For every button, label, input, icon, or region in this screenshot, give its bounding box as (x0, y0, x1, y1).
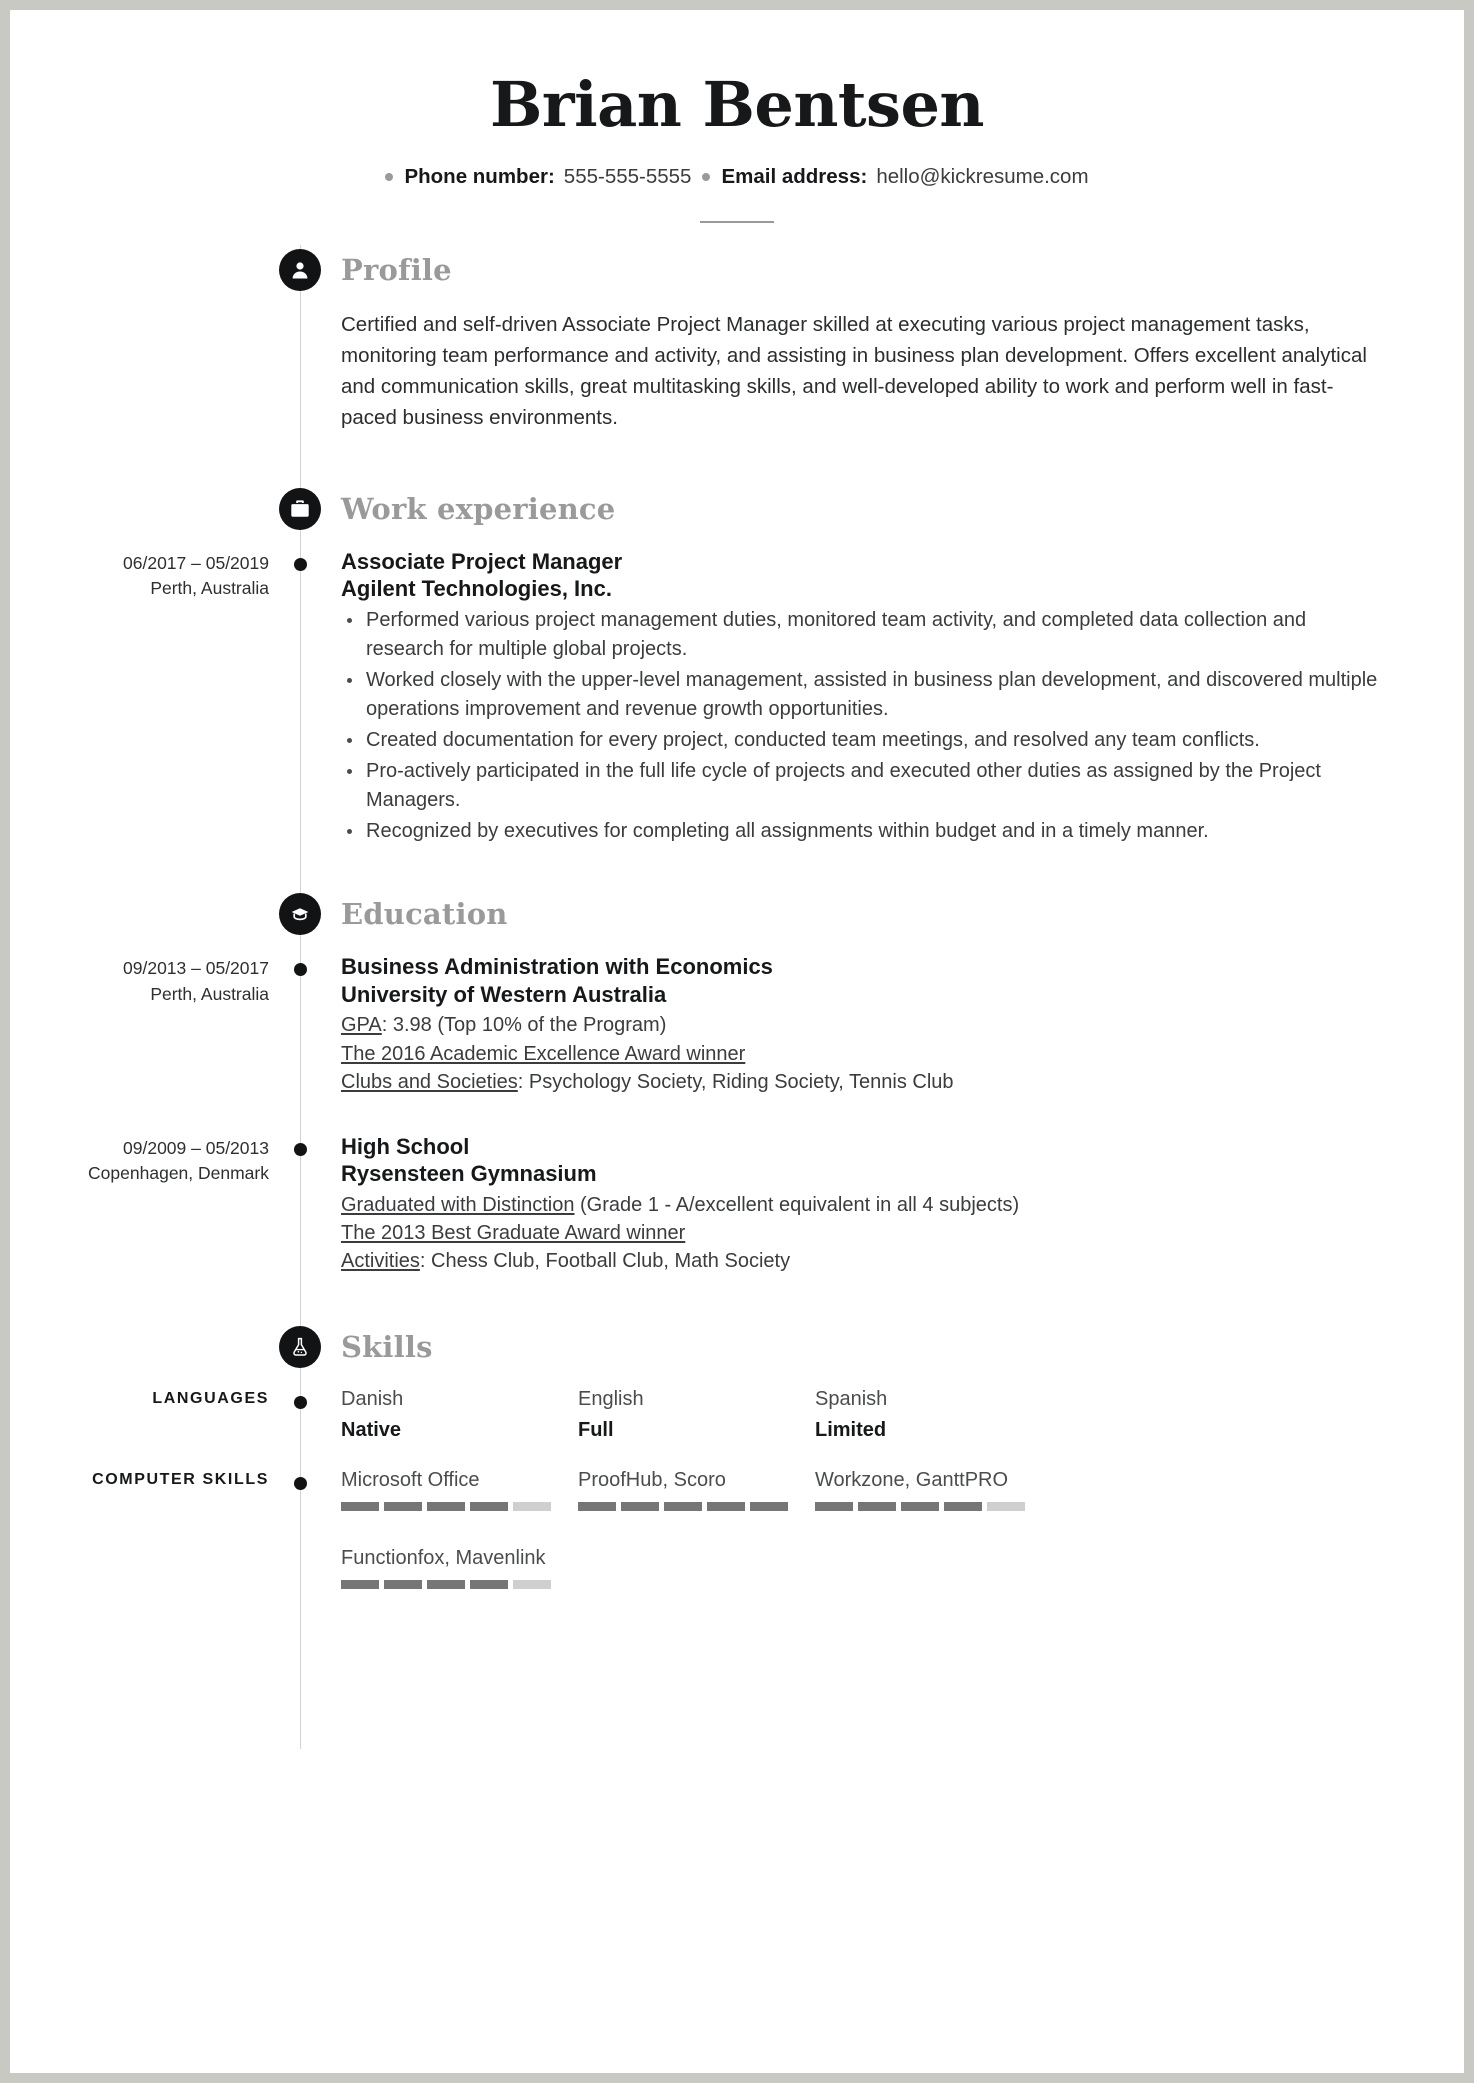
work-bullet-list (341, 606, 1384, 847)
rating-bar-filled (664, 1502, 702, 1511)
skills-computer-row (10, 1467, 1464, 1511)
section-title-work: Work experience (341, 491, 616, 526)
rating-bar-filled (384, 1580, 422, 1589)
list-item: Performed various project management duties, monitored team activity, and completed data collection and research for multiple global projects. (341, 606, 1384, 665)
rating-bar-empty (987, 1502, 1025, 1511)
list-item: Worked closely with the upper-level management, assisted in business plan development, and discovered multiple operations improvement and revenue growth opportunities. (341, 666, 1384, 725)
section-title-profile: Profile (341, 252, 452, 287)
bullet-dot-icon (702, 173, 710, 181)
education-detail-gpa-label: GPA (341, 1014, 382, 1037)
skills-row-spacer (10, 1545, 285, 1589)
education-entry-location: Perth, Australia (150, 983, 269, 1004)
rating-bar-filled (858, 1502, 896, 1511)
skills-computer-columns (341, 1467, 1464, 1511)
rating-bar-empty (513, 1502, 551, 1511)
rating-bar-filled (901, 1502, 939, 1511)
education-entry (10, 953, 1464, 1096)
education-activities-label: Activities (341, 1250, 420, 1273)
rating-bar-filled (427, 1580, 465, 1589)
work-job-title: Associate Project Manager (341, 548, 623, 574)
rating-bar-filled (341, 1502, 379, 1511)
skills-languages-row (10, 1386, 1464, 1443)
education-detail-distinction (341, 1191, 1384, 1219)
education-detail-gpa-value: : 3.98 (Top 10% of the Program) (381, 1014, 667, 1037)
education-detail-clubs (341, 1068, 1384, 1096)
education-degree: High School (341, 1133, 470, 1159)
language-level: Full (578, 1418, 614, 1441)
rating-bar-filled (427, 1502, 465, 1511)
computer-skill-item (341, 1467, 578, 1511)
rating-bar-filled (750, 1502, 788, 1511)
email-value[interactable]: hello@kickresume.com (876, 164, 1089, 188)
rating-bar-filled (944, 1502, 982, 1511)
education-entry-content (341, 953, 1464, 1096)
email-label: Email address: (721, 164, 868, 188)
resume-page (10, 10, 1464, 2073)
work-entry-content (341, 548, 1464, 848)
education-school: University of Western Australia (341, 981, 667, 1007)
header-divider (700, 221, 774, 223)
computer-skill-item (578, 1467, 815, 1511)
language-level: Native (341, 1418, 402, 1441)
education-entry-dates: 09/2013 – 05/2017 (123, 958, 269, 979)
rating-bar-filled (341, 1580, 379, 1589)
skills-computer-columns (341, 1545, 1464, 1589)
education-entry-location: Copenhagen, Denmark (88, 1162, 269, 1183)
rating-bar-filled (815, 1502, 853, 1511)
education-entry-meta (10, 953, 285, 1096)
computer-skill-name: Functionfox, Mavenlink (341, 1546, 546, 1569)
language-item (815, 1386, 1052, 1443)
work-company: Agilent Technologies, Inc. (341, 576, 612, 602)
education-entry-content (341, 1133, 1464, 1276)
rating-bar-filled (470, 1580, 508, 1589)
language-name: English (578, 1387, 644, 1410)
list-item: Created documentation for every project, conducted team meetings, and resolved any team conflicts. (341, 726, 1384, 756)
timeline-dot-icon (294, 963, 307, 976)
computer-skill-name: Workzone, GanttPRO (815, 1468, 1009, 1491)
language-name: Danish (341, 1387, 404, 1410)
section-work-experience (10, 484, 1464, 848)
skill-rating-bars (341, 1502, 578, 1511)
computer-skill-item (341, 1545, 578, 1589)
computer-skill-item (815, 1467, 1052, 1511)
rating-bar-empty (513, 1580, 551, 1589)
list-item: Recognized by executives for completing all assignments within budget and in a timely manner. (341, 817, 1384, 847)
skills-languages-label: LANGUAGES (152, 1389, 269, 1407)
rating-bar-filled (707, 1502, 745, 1511)
education-detail-activities (341, 1247, 1384, 1275)
section-header-work (10, 484, 1464, 540)
phone-label: Phone number: (404, 164, 555, 188)
computer-skill-name: ProofHub, Scoro (578, 1468, 726, 1491)
education-award-text: The 2016 Academic Excellence Award winner (341, 1042, 746, 1065)
section-title-skills: Skills (341, 1329, 433, 1364)
education-distinction-label: Graduated with Distinction (341, 1193, 575, 1216)
section-profile (10, 245, 1464, 434)
work-entry (10, 548, 1464, 848)
page-title: Brian Bentsen (490, 68, 984, 141)
education-detail-gpa (341, 1011, 1384, 1039)
education-award-text: The 2013 Best Graduate Award winner (341, 1221, 686, 1244)
skills-computer-label: COMPUTER SKILLS (92, 1470, 269, 1488)
education-clubs-label: Clubs and Societies (341, 1071, 518, 1094)
work-entry-location: Perth, Australia (150, 577, 269, 598)
education-activities-value: : Chess Club, Football Club, Math Society (419, 1250, 791, 1273)
education-entry-dates: 09/2009 – 05/2013 (123, 1137, 269, 1158)
skill-rating-bars (815, 1502, 1052, 1511)
skill-rating-bars (578, 1502, 815, 1511)
work-entry-dates: 06/2017 – 05/2019 (123, 552, 269, 573)
list-item: Pro-actively participated in the full life cycle of projects and executed other duties as assigned by the Project Managers. (341, 757, 1384, 816)
profile-text: Certified and self-driven Associate Project Manager skilled at executing various project management tasks, monitoring team performance and activity, and assisting in business plan development. Offers excellent analytical and communication skills, great multitasking skills, and well-developed ability to work and perform well in fast-paced business environments. (341, 312, 1367, 430)
education-entry (10, 1133, 1464, 1276)
timeline-dot-icon (294, 1477, 307, 1490)
education-detail-award (341, 1040, 1384, 1068)
resume-body (10, 245, 1464, 1629)
language-name: Spanish (815, 1387, 888, 1410)
section-header-education (10, 889, 1464, 945)
education-clubs-value: : Psychology Society, Riding Society, Tennis Club (517, 1071, 954, 1094)
rating-bar-filled (621, 1502, 659, 1511)
rating-bar-filled (384, 1502, 422, 1511)
language-item (578, 1386, 815, 1443)
timeline-dot-icon (294, 1143, 307, 1156)
flask-icon (279, 1326, 321, 1368)
work-entry-meta (10, 548, 285, 848)
skill-rating-bars (341, 1580, 578, 1589)
education-degree: Business Administration with Economics (341, 954, 773, 980)
contact-line (10, 165, 1464, 189)
skills-computer-row (10, 1545, 1464, 1589)
graduation-cap-icon (279, 893, 321, 935)
computer-skill-name: Microsoft Office (341, 1468, 480, 1491)
skills-languages-columns (341, 1386, 1464, 1443)
section-title-education: Education (341, 897, 508, 932)
education-detail-award (341, 1219, 1384, 1247)
language-level: Limited (815, 1418, 887, 1441)
resume-header (10, 10, 1464, 223)
phone-value: 555-555-5555 (563, 164, 692, 188)
section-header-skills (10, 1322, 1464, 1378)
bullet-dot-icon (385, 173, 393, 181)
education-school: Rysensteen Gymnasium (341, 1161, 597, 1186)
education-distinction-value: (Grade 1 - A/excellent equivalent in all 4 subjects) (574, 1193, 1020, 1216)
person-icon (279, 249, 321, 291)
education-entry-meta (10, 1133, 285, 1276)
section-skills (10, 1322, 1464, 1589)
section-education (10, 889, 1464, 1275)
timeline-dot-icon (294, 558, 307, 571)
section-header-profile (10, 245, 1464, 301)
briefcase-icon (279, 488, 321, 530)
rating-bar-filled (470, 1502, 508, 1511)
rating-bar-filled (578, 1502, 616, 1511)
timeline-dot-icon (294, 1396, 307, 1409)
language-item (341, 1386, 578, 1443)
